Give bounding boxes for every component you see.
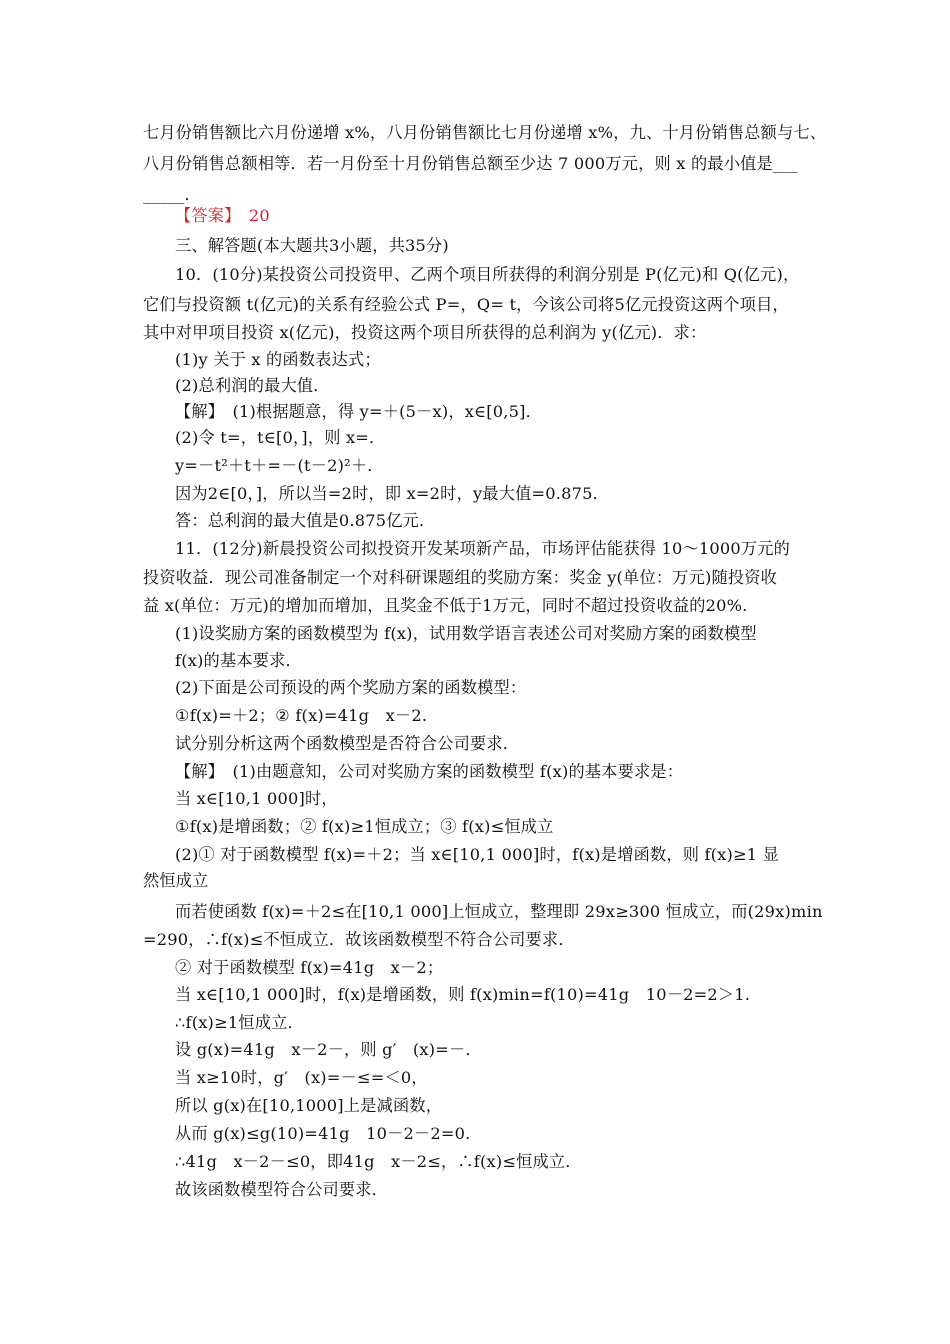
text-line: ①f(x)=＋2；② f(x)=41g x－2. xyxy=(175,706,428,725)
solution-line: 【解】 (1)由题意知，公司对奖励方案的函数模型 f(x)的基本要求是： xyxy=(175,762,684,781)
text-line: 投资收益．现公司准备制定一个对科研课题组的奖励方案：奖金 y(单位：万元)随投资收 xyxy=(143,568,778,587)
text-line: (2)令 t=，t∈[0，]，则 x=． xyxy=(175,428,386,447)
text-line: 从而 g(x)≤g(10)=41g 10－2－2=0. xyxy=(175,1124,471,1143)
text-line: 试分别分析这两个函数模型是否符合公司要求． xyxy=(175,734,520,753)
text-line: 设 g(x)=41g x－2－，则 g′ (x)=－． xyxy=(175,1040,482,1059)
text-line: 八月份销售总额相等．若一月份至十月份销售总额至少达 7 000万元，则 x 的最小值是___ xyxy=(143,154,798,173)
text-line: 10．(10分)某投资公司投资甲、乙两个项目所获得的利润分别是 P(亿元)和 Q(亿元)， xyxy=(175,265,800,284)
text-line: 益 x(单位：万元)的增加而增加，且奖金不低于1万元，同时不超过投资收益的20%. xyxy=(143,596,748,615)
text-line: (1)y 关于 x 的函数表达式； xyxy=(175,350,381,369)
text-line: (2)下面是公司预设的两个奖励方案的函数模型： xyxy=(175,678,527,697)
text-line: 当 x∈[10,1 000]时，f(x)是增函数，则 f(x)min=f(10)=41g 10－2=2＞1. xyxy=(175,985,751,1004)
text-line: 故该函数模型符合公司要求． xyxy=(175,1180,389,1199)
text-line: 当 x≥10时，g′ (x)=－≤=＜0， xyxy=(175,1068,428,1087)
text-line: 因为2∈[0，]，所以当=2时，即 x=2时，y最大值=0.875． xyxy=(175,484,609,503)
text-line: 答：总利润的最大值是0.875亿元． xyxy=(175,511,436,530)
text-line: ①f(x)是增函数；② f(x)≥1恒成立；③ f(x)≤恒成立 xyxy=(175,817,554,836)
section-heading: 三、解答题(本大题共3小题，共35分) xyxy=(175,236,449,255)
text-line: ∴f(x)≥1恒成立． xyxy=(175,1013,304,1032)
text-line: 然恒成立 xyxy=(143,871,209,890)
text-line: (2)① 对于函数模型 f(x)=＋2；当 x∈[10,1 000]时，f(x)是增函数，则 f(x)≥1 显 xyxy=(175,845,780,864)
text-line: ∴41g x－2－≤0，即41g x－2≤，∴f(x)≤恒成立． xyxy=(175,1152,582,1171)
answer-label: 【答案】 20 xyxy=(175,206,270,225)
text-line: 它们与投资额 t(亿元)的关系有经验公式 P=，Q= t，今该公司将5亿元投资这两个项目， xyxy=(143,295,789,314)
text-line: 所以 g(x)在[10,1000]上是减函数， xyxy=(175,1096,443,1115)
text-line: =290，∴f(x)≤不恒成立．故该函数模型不符合公司要求． xyxy=(143,930,575,949)
text-line: f(x)的基本要求． xyxy=(175,651,302,670)
text-line: ② 对于函数模型 f(x)=41g x－2； xyxy=(175,958,444,977)
text-line: 而若使函数 f(x)=＋2≤在[10,1 000]上恒成立，整理即 29x≥300 恒成立，而(29x)min xyxy=(175,902,823,921)
text-line: y=－t²＋t＋=－(t－2)²＋． xyxy=(175,456,384,475)
text-line: 七月份销售额比六月份递增 x%，八月份销售额比七月份递增 x%，九、十月份销售总额与七、 xyxy=(143,123,827,142)
text-line: 当 x∈[10,1 000]时， xyxy=(175,789,338,808)
text-line: _____． xyxy=(143,185,201,204)
text-line: (1)设奖励方案的函数模型为 f(x)，试用数学语言表述公司对奖励方案的函数模型 xyxy=(175,624,757,643)
solution-line: 【解】 (1)根据题意，得 y=＋(5－x)，x∈[0,5]． xyxy=(175,402,543,421)
text-line: 11．(12分)新晨投资公司拟投资开发某项新产品，市场评估能获得 10～1000万元的 xyxy=(175,539,790,558)
text-line: (2)总利润的最大值． xyxy=(175,376,330,395)
text-line: 其中对甲项目投资 x(亿元)，投资这两个项目所获得的总利润为 y(亿元)．求： xyxy=(143,323,707,342)
